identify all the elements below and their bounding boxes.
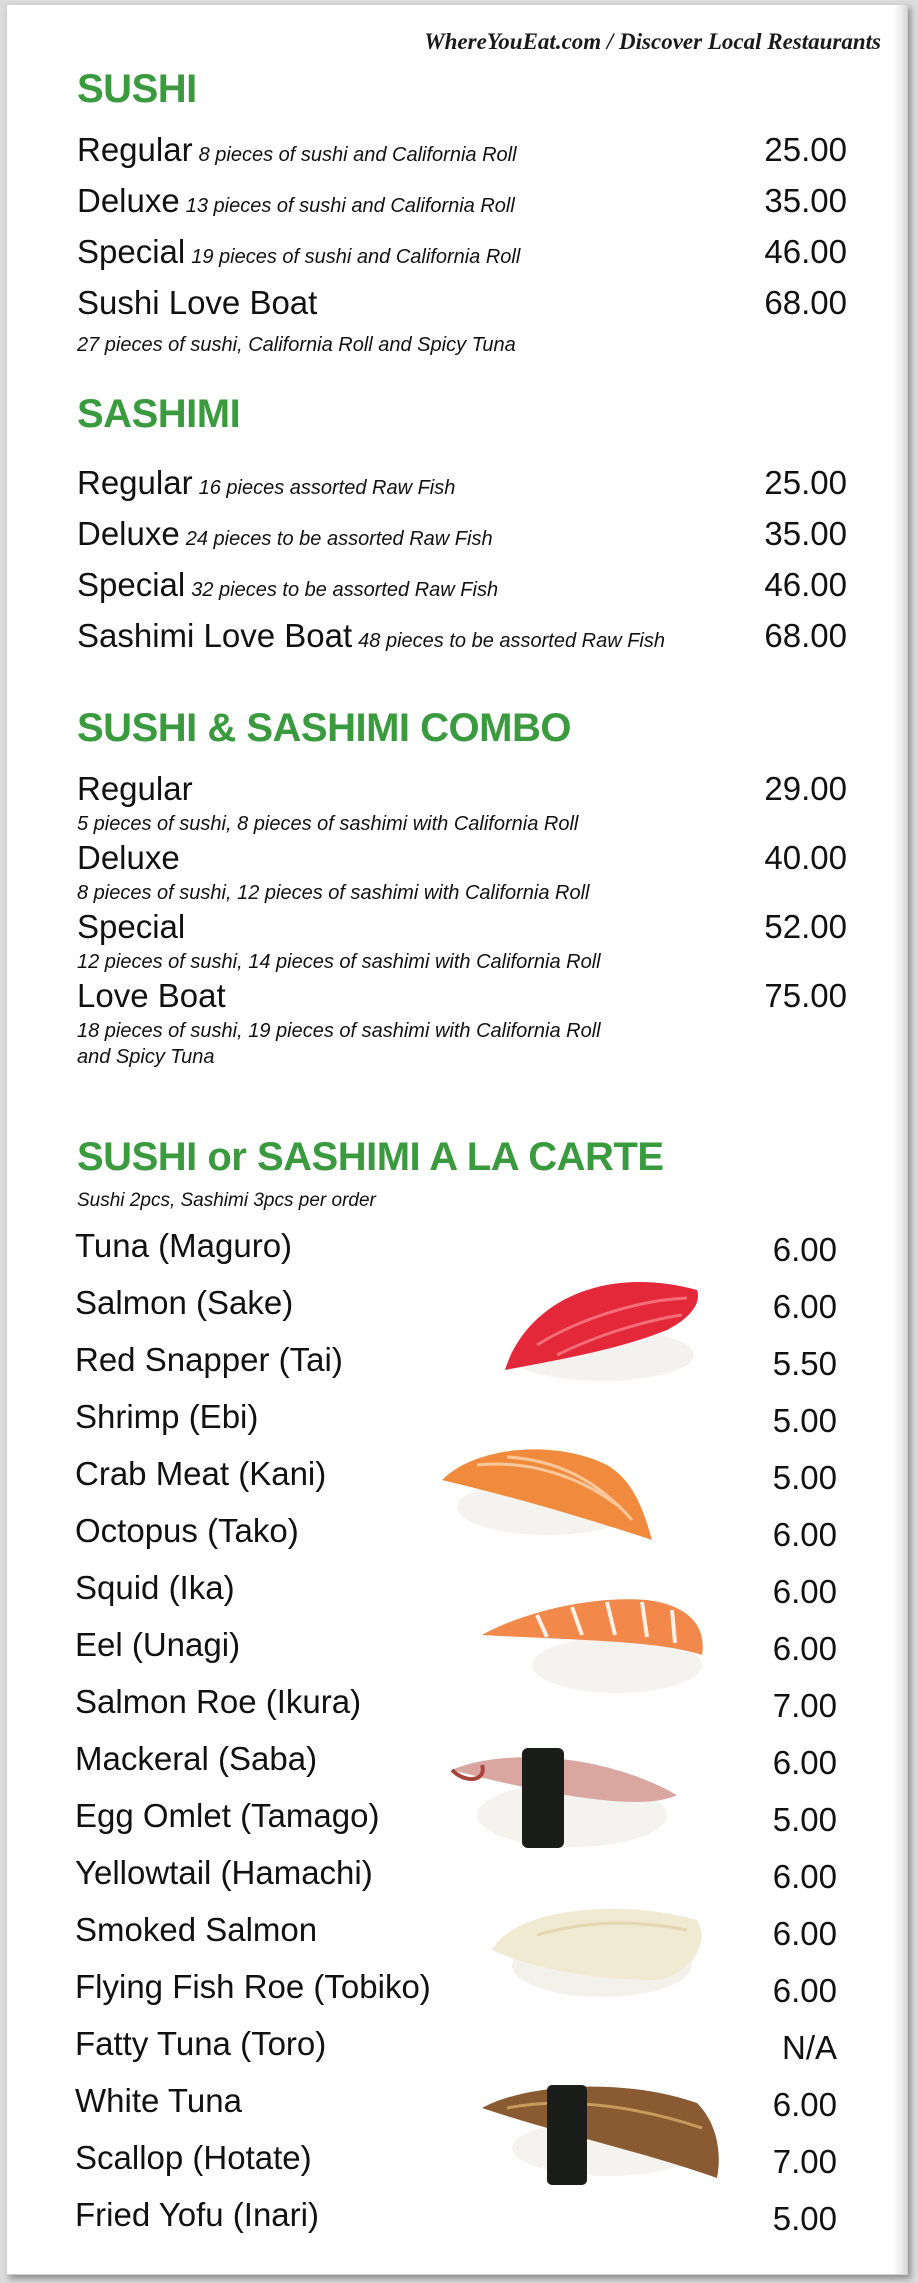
item-price: 6.00 xyxy=(772,1915,837,1952)
item-price: 35.00 xyxy=(764,515,847,552)
item-price: 46.00 xyxy=(764,233,847,270)
item-name: Love Boat xyxy=(77,977,226,1014)
item-name: Sashimi Love Boat xyxy=(77,617,353,654)
carte-heading: SUSHI or SASHIMI A LA CARTE xyxy=(77,1135,664,1179)
item-price: 6.00 xyxy=(772,1630,837,1667)
item-name: Fatty Tuna (Toro) xyxy=(75,2025,327,2062)
item-name: Salmon Roe (Ikura) xyxy=(75,1683,362,1720)
item-price: 46.00 xyxy=(764,566,847,603)
menu-row xyxy=(77,617,847,657)
item-name: Regular xyxy=(77,770,193,807)
carte-row xyxy=(75,1284,837,1336)
item-desc: 24 pieces to be assorted Raw Fish xyxy=(185,528,493,550)
item-desc: 8 pieces of sushi and California Roll xyxy=(198,144,517,166)
item-price: 6.00 xyxy=(772,1288,837,1325)
item-price: 68.00 xyxy=(764,617,847,654)
carte-row xyxy=(75,1341,837,1393)
menu-row xyxy=(77,566,847,606)
item-name: Deluxe xyxy=(77,182,180,219)
item-price: 6.00 xyxy=(772,1231,837,1268)
item-price: N/A xyxy=(781,2029,837,2066)
item-desc: 8 pieces of sushi, 12 pieces of sashimi with California Roll xyxy=(77,882,590,904)
tuna-nigiri-image xyxy=(497,1260,707,1395)
item-name: Mackeral (Saba) xyxy=(75,1740,318,1777)
item-name: Egg Omlet (Tamago) xyxy=(75,1797,380,1834)
item-price: 6.00 xyxy=(772,1516,837,1553)
item-desc: 16 pieces assorted Raw Fish xyxy=(198,477,456,499)
item-name: Special xyxy=(77,908,186,945)
item-price: 6.00 xyxy=(772,1744,837,1781)
menu-row xyxy=(77,233,847,273)
item-price: 29.00 xyxy=(764,770,847,807)
item-name: Flying Fish Roe (Tobiko) xyxy=(75,1968,431,2005)
eel-nigiri-image xyxy=(477,2063,727,2188)
item-price: 75.00 xyxy=(764,977,847,1014)
carte-row xyxy=(75,1968,837,2020)
shrimp-nigiri-image xyxy=(477,1585,717,1705)
item-desc: 27 pieces of sushi, California Roll and Spicy Tuna xyxy=(77,334,516,356)
item-desc: 32 pieces to be assorted Raw Fish xyxy=(191,579,499,601)
item-price: 68.00 xyxy=(764,284,847,321)
item-name: Octopus (Tako) xyxy=(75,1512,299,1549)
item-name: Shrimp (Ebi) xyxy=(75,1398,259,1435)
item-desc: and Spicy Tuna xyxy=(77,1046,215,1068)
item-price: 25.00 xyxy=(764,464,847,501)
menu-row xyxy=(77,464,847,504)
carte-row xyxy=(75,1626,837,1678)
item-price: 6.00 xyxy=(772,1573,837,1610)
carte-row xyxy=(75,2196,837,2248)
item-desc: 18 pieces of sushi, 19 pieces of sashimi with California Roll xyxy=(77,1020,601,1042)
item-price: 5.50 xyxy=(772,1345,837,1382)
item-name: Eel (Unagi) xyxy=(75,1626,241,1663)
item-desc: 13 pieces of sushi and California Roll xyxy=(185,195,515,217)
menu-row xyxy=(77,770,847,810)
item-name: Smoked Salmon xyxy=(75,1911,318,1948)
menu-row xyxy=(77,131,847,171)
item-name: Crab Meat (Kani) xyxy=(75,1455,327,1492)
menu-row xyxy=(77,908,847,948)
item-name: Red Snapper (Tai) xyxy=(75,1341,343,1378)
carte-row xyxy=(75,1227,837,1279)
page-edge xyxy=(893,5,907,2274)
item-price: 40.00 xyxy=(764,839,847,876)
item-price: 5.00 xyxy=(772,1402,837,1439)
item-price: 5.00 xyxy=(772,2200,837,2237)
carte-note: Sushi 2pcs, Sashimi 3pcs per order xyxy=(77,1190,376,1211)
item-name: White Tuna xyxy=(75,2082,242,2119)
item-name: Tuna (Maguro) xyxy=(75,1227,293,1264)
carte-row xyxy=(75,1854,837,1906)
item-name: Fried Yofu (Inari) xyxy=(75,2196,319,2233)
menu-row xyxy=(77,284,847,324)
item-price: 25.00 xyxy=(764,131,847,168)
item-price: 5.00 xyxy=(772,1801,837,1838)
item-price: 7.00 xyxy=(772,1687,837,1724)
item-price: 6.00 xyxy=(772,1858,837,1895)
item-name: Regular xyxy=(77,464,193,501)
octopus-nigiri-image xyxy=(447,1740,687,1860)
site-banner: WhereYouEat.com / Discover Local Restaurants xyxy=(424,29,881,54)
menu-row xyxy=(77,182,847,222)
item-desc: 19 pieces of sushi and California Roll xyxy=(191,246,521,268)
menu-page xyxy=(6,4,908,2275)
menu-row xyxy=(77,977,847,1017)
item-price: 52.00 xyxy=(764,908,847,945)
menu-row xyxy=(77,839,847,879)
item-price: 7.00 xyxy=(772,2143,837,2180)
item-desc: 12 pieces of sushi, 14 pieces of sashimi with California Roll xyxy=(77,951,601,973)
item-name: Special xyxy=(77,233,186,270)
item-name: Yellowtail (Hamachi) xyxy=(75,1854,373,1891)
item-name: Special xyxy=(77,566,186,603)
menu-row xyxy=(77,515,847,555)
item-name: Squid (Ika) xyxy=(75,1569,235,1606)
carte-row xyxy=(75,1911,837,1963)
salmon-nigiri-image xyxy=(437,1425,657,1555)
carte-row xyxy=(75,1569,837,1621)
item-price: 5.00 xyxy=(772,1459,837,1496)
white-fish-nigiri-image xyxy=(487,1895,717,2010)
item-name: Scallop (Hotate) xyxy=(75,2139,312,2176)
sushi-heading: SUSHI xyxy=(77,67,197,111)
item-price: 6.00 xyxy=(772,1972,837,2009)
item-desc: 5 pieces of sushi, 8 pieces of sashimi with California Roll xyxy=(77,813,579,835)
item-name: Sushi Love Boat xyxy=(77,284,318,321)
item-name: Deluxe xyxy=(77,515,180,552)
item-name: Salmon (Sake) xyxy=(75,1284,294,1321)
combo-heading: SUSHI & SASHIMI COMBO xyxy=(77,706,571,750)
item-desc: 48 pieces to be assorted Raw Fish xyxy=(358,630,665,652)
carte-row xyxy=(75,1683,837,1735)
item-price: 35.00 xyxy=(764,182,847,219)
item-price: 6.00 xyxy=(772,2086,837,2123)
item-name: Regular xyxy=(77,131,193,168)
item-name: Deluxe xyxy=(77,839,180,876)
sashimi-heading: SASHIMI xyxy=(77,392,241,436)
